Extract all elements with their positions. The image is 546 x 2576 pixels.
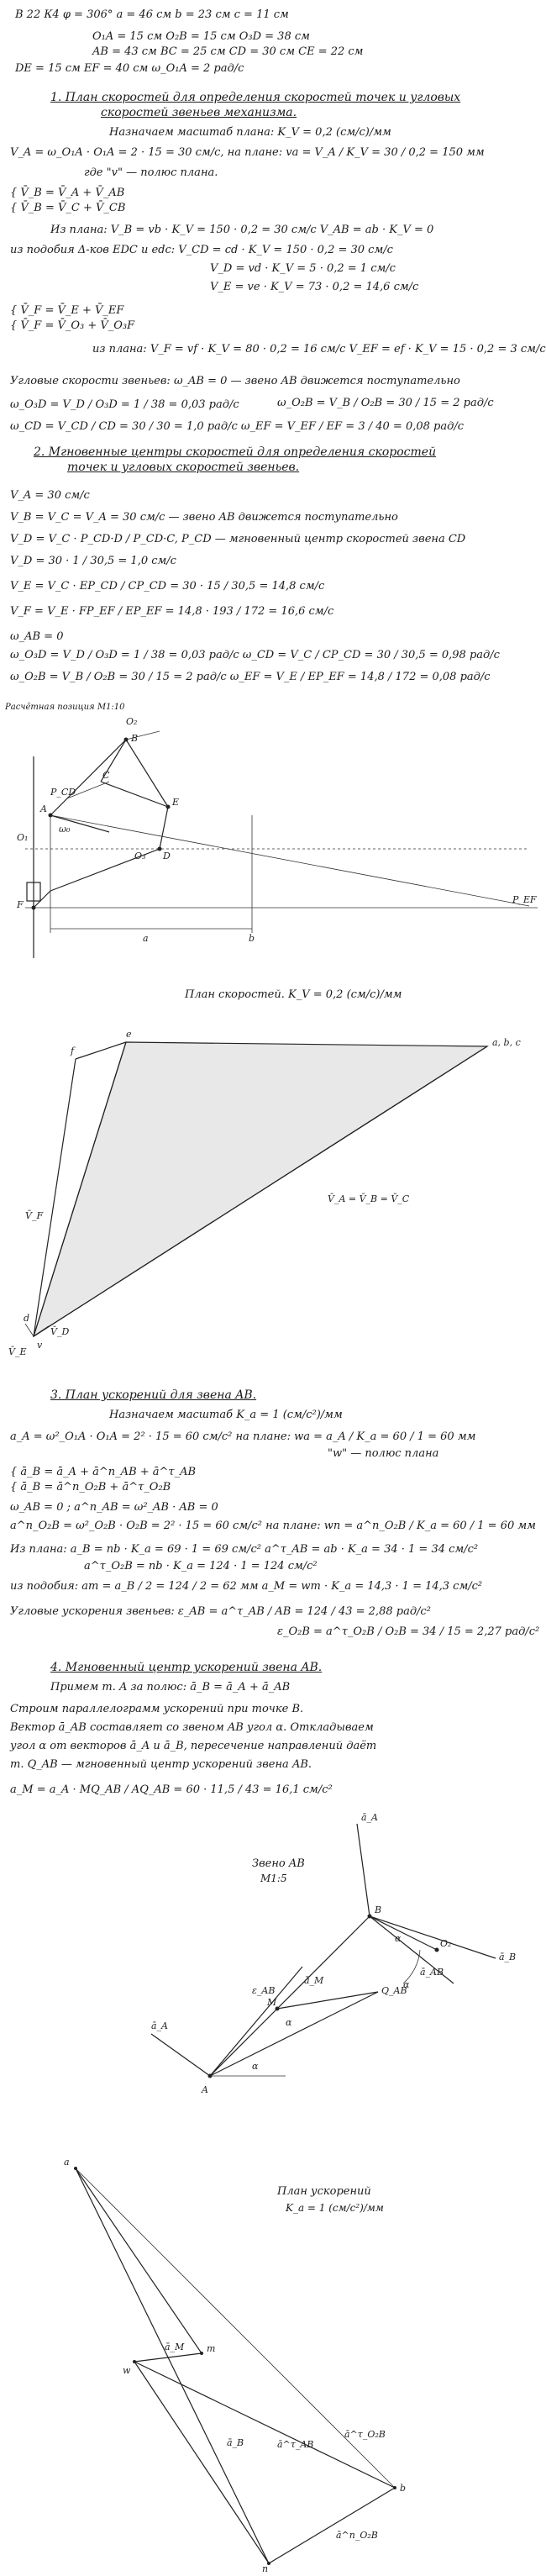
s2-line: V_A = 30 см/с — [10, 489, 90, 502]
s1-line: V_A = ω_O₁A · O₁A = 2 · 15 = 30 см/с, на плане: va = V_A / K_V = 30 / 0,2 = 150 мм — [10, 146, 485, 159]
s1-line: ω_O₂B = V_B / O₂B = 30 / 15 = 2 рад/с — [277, 397, 494, 409]
s2-line: ω_O₃D = V_D / O₃D = 1 / 38 = 0,03 рад/с ω_CD = V_C / CP_CD = 30 / 30,5 = 0,98 рад/с — [10, 649, 500, 661]
fig1-label: O₃ — [134, 851, 146, 861]
section1-title-2: скоростей звеньев механизма. — [101, 106, 297, 119]
figure1-caption: Расчётная позиция M1:10 — [5, 703, 125, 712]
section4-title: 4. Мгновенный центр ускорений звена AB. — [50, 1661, 323, 1674]
s1-line: Из плана: V_B = vb · K_V = 150 · 0,2 = 30 см/с V_AB = ab · K_V = 0 — [50, 224, 434, 236]
velocity-plan-figure — [0, 1009, 546, 1362]
fig1-label: P_EF — [512, 894, 537, 905]
fig1-label: b — [249, 933, 255, 944]
s3-line: из подобия: am = a_B / 2 = 124 / 2 = 62 мм a_M = wm · K_a = 14,3 · 1 = 14,3 см/с² — [10, 1580, 483, 1593]
fig2-label: V̄_F — [25, 1210, 44, 1221]
fig3-label: α — [286, 2017, 292, 2028]
fig1-label: D — [163, 851, 171, 861]
mechanism-figure — [0, 714, 546, 958]
section3-title: 3. План ускорений для звена AB. — [50, 1388, 257, 1402]
fig1-label: E — [172, 797, 180, 808]
s3-line: Угловые ускорения звеньев: ε_AB = a^τ_AB / AB = 124 / 43 = 2,88 рад/с² — [10, 1605, 431, 1618]
fig1-label: A — [40, 803, 47, 814]
fig2-label: V̄_D — [50, 1326, 70, 1337]
acceleration-plan-figure — [0, 2152, 546, 2572]
s1-line: { V̄_F = V̄_E + V̄_EF — [10, 304, 124, 317]
fig3-label: B — [375, 1904, 382, 1915]
fig2-label: v — [37, 1340, 43, 1351]
fig3-label: ā_A — [151, 2020, 169, 2031]
s2-line: ω_O₂B = V_B / O₂B = 30 / 15 = 2 рад/с ω_EF = V_E / EP_EF = 14,8 / 172 = 0,08 рад/с — [10, 671, 491, 683]
s3-line: a^τ_O₂B = nb · K_a = 124 · 1 = 124 см/с² — [84, 1560, 318, 1572]
s1-line: ω_O₃D = V_D / O₃D = 1 / 38 = 0,03 рад/с — [10, 398, 239, 411]
s1-line: V_D = vd · K_V = 5 · 0,2 = 1 см/с — [210, 262, 396, 275]
fig4-label: n — [262, 2563, 269, 2574]
s3-line: "w" — полюс плана — [328, 1447, 439, 1460]
fig4-label: ā^n_O₂B — [336, 2530, 378, 2541]
s1-line: V_E = ve · K_V = 73 · 0,2 = 14,6 см/с — [210, 281, 419, 293]
fig1-label: C — [102, 770, 110, 781]
s1-line: Назначаем масштаб плана: K_V = 0,2 (см/с)/мм — [109, 126, 391, 139]
figure2-caption: План скоростей. K_V = 0,2 (см/с)/мм — [185, 988, 402, 1001]
s2-line: V_F = V_E · FP_EF / EP_EF = 14,8 · 193 / 172 = 16,6 см/с — [10, 605, 334, 618]
fig2-label: d — [24, 1313, 30, 1324]
fig3-label: Q_AB — [381, 1985, 407, 1996]
s3-line: a_A = ω²_O₁A · O₁A = 2² · 15 = 60 см/с² на плане: wa = a_A / K_a = 60 / 1 = 60 мм — [10, 1430, 476, 1443]
fig2-label: V̄_E — [8, 1346, 27, 1357]
section2-title-2: точек и угловых скоростей звеньев. — [67, 461, 300, 474]
s4-line: угол α от векторов ā_A и ā_B, пересечение направлений даёт — [10, 1740, 377, 1752]
section1-title: 1. План скоростей для определения скоростей точек и угловых — [50, 91, 461, 104]
fig1-label: ω₀ — [59, 824, 71, 835]
fig1-label: O₁ — [17, 832, 29, 843]
s3-line: ε_O₂B = a^τ_O₂B / O₂B = 34 / 15 = 2,27 рад/с² — [277, 1625, 540, 1638]
fig4-label: b — [400, 2483, 407, 2494]
figure4-scale: K_a = 1 (см/с²)/мм — [286, 2202, 384, 2214]
fig3-label: α — [395, 1933, 402, 1944]
s2-line: V_B = V_C = V_A = 30 см/с — звено AB движется поступательно — [10, 511, 398, 524]
s1-line: ω_CD = V_CD / CD = 30 / 30 = 1,0 рад/с ω_EF = V_EF / EF = 3 / 40 = 0,08 рад/с — [10, 420, 464, 433]
fig4-label: m — [207, 2343, 216, 2354]
link-ab-figure — [0, 1812, 546, 2118]
fig3-label: ā_AB — [420, 1967, 444, 1978]
fig1-label: F — [17, 899, 24, 910]
fig3-label: ā_M — [304, 1975, 324, 1986]
s4-line: Строим параллелограмм ускорений при точке B. — [10, 1703, 304, 1715]
s3-line: Из плана: a_B = nb · K_a = 69 · 1 = 69 см/с² a^τ_AB = ab · K_a = 34 · 1 = 34 см/с² — [10, 1543, 479, 1556]
s2-line: V_D = V_C · P_CD·D / P_CD·C, P_CD — мгновенный центр скоростей звена CD — [10, 533, 466, 545]
fig2-label: V̄_A = V̄_B = V̄_C — [328, 1193, 410, 1204]
fig4-label: ā_M — [165, 2342, 185, 2352]
s3-line: ω_AB = 0 ; a^n_AB = ω²_AB · AB = 0 — [10, 1501, 218, 1514]
header-line-4: DE = 15 см EF = 40 см ω_O₁A = 2 рад/с — [15, 62, 244, 75]
s1-line: { V̄_B = V̄_A + V̄_AB — [10, 187, 125, 199]
s1-line: Угловые скорости звеньев: ω_AB = 0 — звено AB движется поступательно — [10, 375, 460, 387]
s1-line: { V̄_B = V̄_C + V̄_CB — [10, 202, 126, 214]
fig2-label: a, b, c — [492, 1037, 521, 1048]
fig4-label: ā_B — [227, 2437, 244, 2448]
s4-line: a_M = a_A · MQ_AB / AQ_AB = 60 · 11,5 / 43 = 16,1 см/с² — [10, 1783, 333, 1796]
fig3-label: M — [267, 1997, 277, 2008]
fig2-label: e — [126, 1029, 132, 1040]
fig4-label: w — [123, 2365, 131, 2376]
fig4-label: ā^τ_AB — [277, 2439, 314, 2450]
s3-line: Назначаем масштаб K_a = 1 (см/с²)/мм — [109, 1409, 343, 1421]
fig3-label: A — [202, 2084, 208, 2095]
fig2-label: f — [71, 1046, 75, 1056]
fig1-label: O₂ — [126, 716, 138, 727]
fig1-label: B — [131, 733, 139, 744]
fig3-label: ε_AB — [252, 1985, 276, 1996]
s2-line: V_D = 30 · 1 / 30,5 = 1,0 см/с — [10, 555, 176, 567]
figure3-scale: M1:5 — [260, 1873, 287, 1884]
s3-line: a^n_O₂B = ω²_O₂B · O₂B = 2² · 15 = 60 см/с² на плане: wn = a^n_O₂B / K_a = 60 / 1 = 60 мм — [10, 1520, 536, 1532]
s4-line: Вектор ā_AB составляет со звеном AB угол α. Откладываем — [10, 1721, 374, 1734]
s2-line: V_E = V_C · EP_CD / CP_CD = 30 · 15 / 30,5 = 14,8 см/с — [10, 580, 325, 593]
figure4-title: План ускорений — [277, 2185, 371, 2198]
fig3-label: α — [252, 2061, 259, 2072]
fig3-label: α — [403, 1979, 410, 1990]
fig4-label: ā^τ_O₂B — [344, 2429, 386, 2440]
header-line-2: O₁A = 15 см O₂B = 15 см O₃D = 38 см — [92, 30, 310, 43]
figure3-title: Звено AB — [252, 1857, 305, 1870]
s3-line: { ā_B = ā_A + ā^n_AB + ā^τ_AB — [10, 1466, 197, 1478]
fig3-label: O₂ — [440, 1938, 452, 1949]
section2-title: 2. Мгновенные центры скоростей для определения скоростей — [34, 445, 437, 459]
header-line-3: AB = 43 см BC = 25 см CD = 30 см CE = 22 см — [92, 45, 364, 58]
s2-line: ω_AB = 0 — [10, 630, 64, 643]
fig3-label: ā_B — [499, 1952, 517, 1962]
s1-line: из подобия Δ-ков EDC и edc: V_CD = cd · K_V = 150 · 0,2 = 30 см/с — [10, 244, 393, 256]
s1-line: { V̄_F = V̄_O₃ + V̄_O₃F — [10, 319, 135, 332]
s1-line: где "v" — полюс плана. — [84, 166, 218, 179]
header-line-1: В 22 К4 φ = 306° a = 46 см b = 23 см c = 11 см — [15, 8, 289, 21]
fig1-label: P_CD — [50, 787, 76, 798]
fig3-label: ā_A — [361, 1812, 379, 1823]
s1-line: из плана: V_F = vf · K_V = 80 · 0,2 = 16 см/с V_EF = ef · K_V = 15 · 0,2 = 3 см/с — [92, 343, 546, 356]
fig1-label: a — [143, 933, 149, 944]
s4-line: Примем т. A за полюс: ā_B = ā_A + ā_AB — [50, 1681, 291, 1694]
s4-line: т. Q_AB — мгновенный центр ускорений звена AB. — [10, 1758, 312, 1771]
s3-line: { ā_B = ā^n_O₂B + ā^τ_O₂B — [10, 1481, 171, 1493]
fig4-label: a — [64, 2157, 70, 2168]
